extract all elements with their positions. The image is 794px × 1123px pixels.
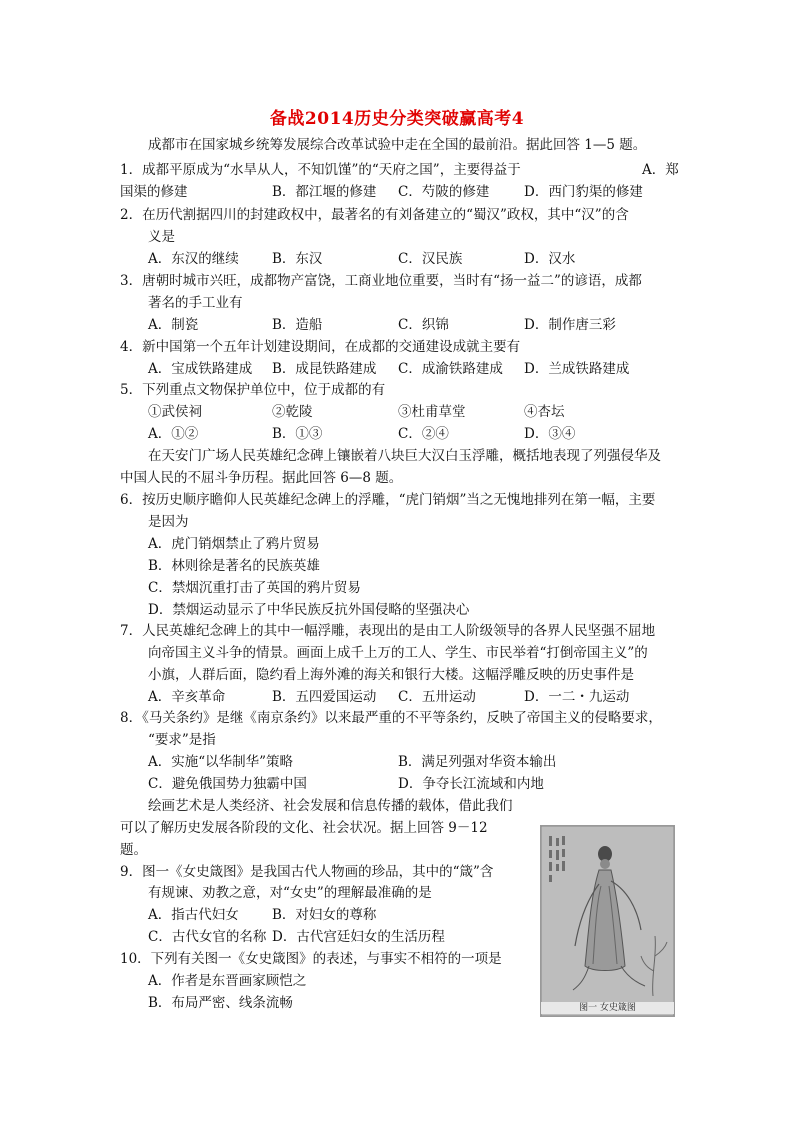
question-5-option-b: B．①③ [272,426,323,442]
question-6-option-a: A．虎门销烟禁止了鸦片贸易 [148,536,320,552]
question-8-option-b: B．满足列强对华资本输出 [398,754,557,770]
question-7-cont-1: 向帝国主义斗争的情景。画面上成千上万的工人、学生、市民举着“打倒帝国主义”的 [148,645,648,661]
question-1-option-a-cont: 国渠的修建 [120,184,188,200]
question-6-option-b: B．林则徐是著名的民族英雄 [148,558,320,574]
question-7-option-c: C．五卅运动 [398,689,476,705]
question-9-option-a: A．指古代妇女 [148,907,239,923]
question-3-option-a: A．制瓷 [148,317,199,333]
question-6-option-d: D．禁烟运动显示了中华民族反抗外国侵略的坚强决心 [148,602,470,618]
question-5-item-2: ②乾陵 [272,404,313,420]
question-8-option-c: C．避免俄国势力独霸中国 [148,776,307,792]
question-1-option-d: D．西门豹渠的修建 [524,184,643,200]
question-3-cont: 著名的手工业有 [148,295,243,311]
question-2-option-c: C．汉民族 [398,251,463,267]
question-4-option-d: D．兰成铁路建成 [524,361,630,377]
question-7-option-b: B．五四爱国运动 [272,689,377,705]
question-5-option-a: A．①② [148,426,199,442]
question-9-option-c: C．古代女官的名称 [148,929,267,945]
question-7: 7．人民英雄纪念碑上的其中一幅浮雕，表现出的是由工人阶级领导的各界人民坚强不屈地 [120,623,656,639]
question-6-cont: 是因为 [148,514,189,530]
question-4: 4．新中国第一个五年计划建设期间，在成都的交通建设成就主要有 [120,339,521,355]
figure-caption: 图一 女史箴图 [541,1002,674,1014]
question-10-option-a: A．作者是东晋画家顾恺之 [148,973,307,989]
figure-nushi-zhentu [540,825,675,1017]
question-5-option-d: D．③④ [524,426,576,442]
question-3-option-c: C．织锦 [398,317,449,333]
question-3-option-d: D．制作唐三彩 [524,317,616,333]
question-9: 9．图一《女史箴图》是我国古代人物画的珍品，其中的“箴”含 [120,864,494,880]
question-2: 2．在历代割据四川的封建政权中，最著名的有刘备建立的“蜀汉”政权，其中“汉”的含 [120,207,629,223]
question-10: 10．下列有关图一《女史箴图》的表述，与事实不相符的一项是 [120,951,502,967]
question-9-option-d: D．古代宫廷妇女的生活历程 [272,929,445,945]
question-8-option-a: A．实施“以华制华”策略 [148,754,294,770]
question-8: 8．《马关条约》是继《南京条约》以来最严重的不平等条约，反映了帝国主义的侵略要求， [120,710,662,726]
question-8-option-d: D．争夺长江流域和内地 [398,776,544,792]
question-1: 1．成都平原成为“水旱从人，不知饥馑”的“天府之国”，主要得益于 [120,162,521,178]
question-2-cont: 义是 [148,229,175,245]
intro-passage-3-cont-2: 题。 [120,842,147,858]
intro-passage-3-cont: 可以了解历史发展各阶段的文化、社会状况。据上回答 9－12 [120,820,488,836]
intro-passage-2: 在天安门广场人民英雄纪念碑上镶嵌着八块巨大汉白玉浮雕，概括地表现了列强侵华及 [148,448,661,464]
question-9-cont: 有规谏、劝教之意，对“女史”的理解最准确的是 [148,885,432,901]
question-6: 6．按历史顺序瞻仰人民英雄纪念碑上的浮雕，“虎门销烟”当之无愧地排列在第一幅，主要 [120,492,656,508]
question-1-option-a: A．郑 [642,162,679,178]
question-1-option-c: C．芍陂的修建 [398,184,490,200]
question-4-option-a: A．宝成铁路建成 [148,361,253,377]
question-2-option-b: B．东汉 [272,251,323,267]
question-7-option-d: D．一二・九运动 [524,689,630,705]
question-10-option-b: B．布局严密、线条流畅 [148,995,293,1011]
question-3-option-b: B．造船 [272,317,323,333]
question-3: 3．唐朝时城市兴旺，成都物产富饶，工商业地位重要，当时有“扬一益二”的谚语，成都 [120,273,642,289]
question-9-option-b: B．对妇女的尊称 [272,907,377,923]
question-5: 5．下列重点文物保护单位中，位于成都的有 [120,382,386,398]
intro-passage-2-cont: 中国人民的不屈斗争历程。据此回答 6—8 题。 [120,470,403,486]
question-5-option-c: C．②④ [398,426,449,442]
question-5-item-4: ④杏坛 [524,404,565,420]
question-7-option-a: A．辛亥革命 [148,689,226,705]
question-2-option-a: A．东汉的继续 [148,251,239,267]
painting-illustration [541,826,674,1016]
question-5-item-3: ③杜甫草堂 [398,404,466,420]
intro-passage-3: 绘画艺术是人类经济、社会发展和信息传播的载体，借此我们 [148,798,513,814]
question-4-option-b: B．成昆铁路建成 [272,361,377,377]
intro-passage-1: 成都市在国家城乡统筹发展综合改革试验中走在全国的最前沿。据此回答 1—5 题。 [148,137,647,153]
question-1-option-b: B．都江堰的修建 [272,184,377,200]
question-6-option-c: C．禁烟沉重打击了英国的鸦片贸易 [148,580,361,596]
page-title: 备战2014历史分类突破赢高考4 [269,109,525,129]
question-4-option-c: C．成渝铁路建成 [398,361,503,377]
question-7-cont-2: 小旗，人群后面，隐约看上海外滩的海关和银行大楼。这幅浮雕反映的历史事件是 [148,667,634,683]
question-5-item-1: ①武侯祠 [148,404,202,420]
question-8-cont: “要求”是指 [148,732,216,748]
question-2-option-d: D．汉水 [524,251,576,267]
